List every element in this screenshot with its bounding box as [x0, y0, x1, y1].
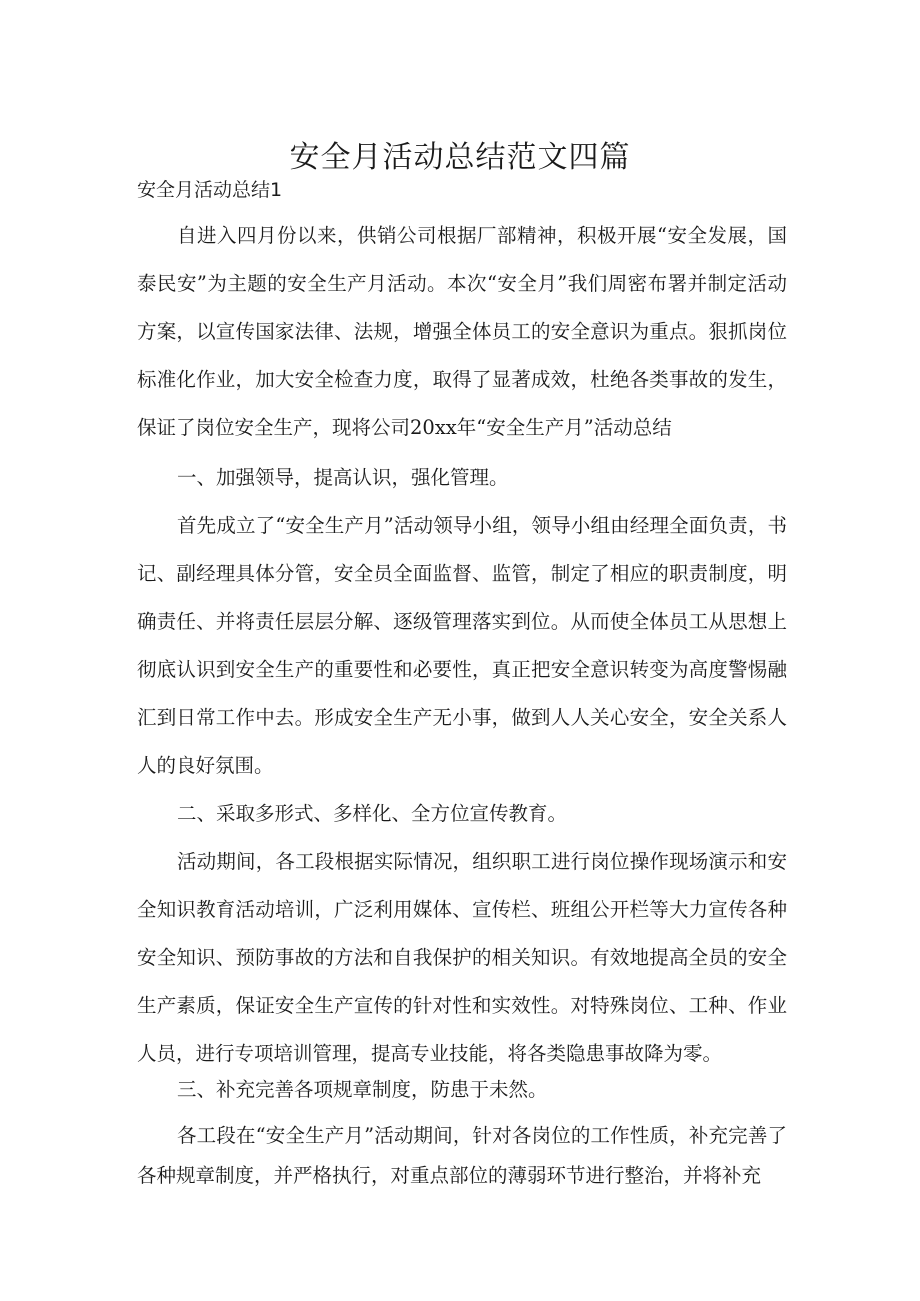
paragraph-regulations: 各工段在“安全生产月”活动期间，针对各岗位的工作性质，补充完善了各种规章制度，并严格执行，对重点部位的薄弱环节进行整治，并将补充	[137, 1124, 787, 1187]
section-subtitle: 安全月活动总结1	[137, 179, 283, 201]
document-title: 安全月活动总结范文四篇	[289, 140, 631, 176]
intro-paragraph: 自进入四月份以来，供销公司根据厂部精神，积极开展“安全发展，国泰民安”为主题的安全生产月活动。本次“安全月”我们周密布署并制定活动方案，以宣传国家法律、法规，增强全体员工的安全意识为重点。狠抓岗位标准化作业，加大安全检查力度，取得了显著成效，杜绝各类事故的发生，保证了岗位安全生产，现将公司20xx年“安全生产月”活动总结	[137, 224, 787, 439]
heading-two: 二、采取多形式、多样化、全方位宣传教育。	[177, 802, 568, 825]
paragraph-leadership: 首先成立了“安全生产月”活动领导小组，领导小组由经理全面负责，书记、副经理具体分管，安全员全面监督、监管，制定了相应的职责制度，明确责任、并将责任层层分解、逐级管理落实到位。从而使全体员工从思想上彻底认识到安全生产的重要性和必要性，真正把安全意识转变为高度警惕融汇到日常工作中去。形成安全生产无小事，做到人人关心安全，安全关系人人的良好氛围。	[137, 514, 787, 777]
heading-three: 三、补充完善各项规章制度，防患于未然。	[177, 1078, 548, 1101]
heading-one: 一、加强领导，提高认识，强化管理。	[177, 466, 509, 489]
paragraph-education: 活动期间，各工段根据实际情况，组织职工进行岗位操作现场演示和安全知识教育活动培训，广泛利用媒体、宣传栏、班组公开栏等大力宣传各种安全知识、预防事故的方法和自我保护的相关知识。有效地提高全员的安全生产素质，保证安全生产宣传的针对性和实效性。对特殊岗位、工种、作业人员，进行专项培训管理，提高专业技能，将各类隐患事故降为零。	[137, 850, 787, 1065]
